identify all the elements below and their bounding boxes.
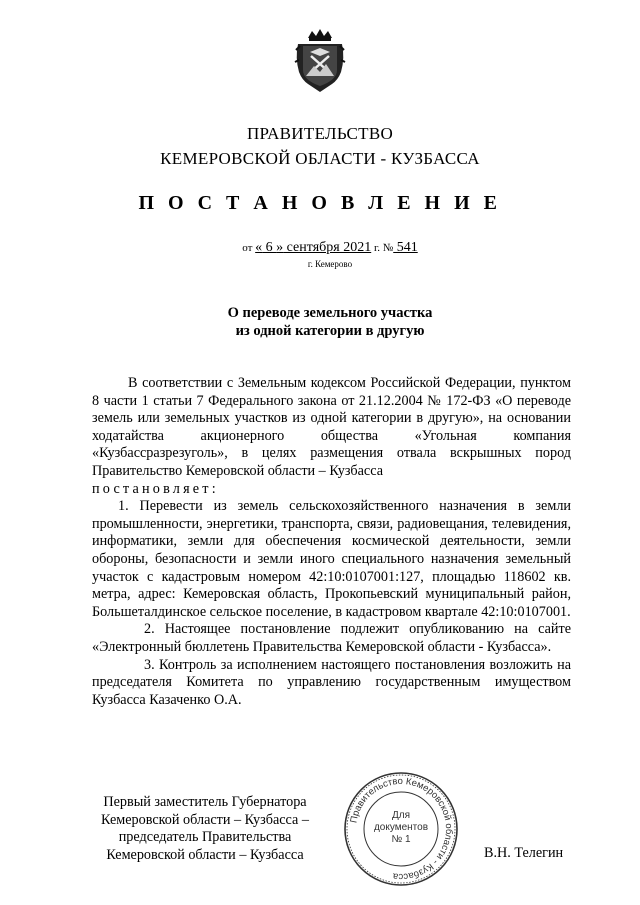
signatory-line-4: Кемеровской области – Кузбасса (106, 846, 304, 863)
signatory-position (82, 794, 328, 864)
document-number: 541 (393, 240, 418, 255)
date-year-suffix: г. (373, 242, 380, 254)
subject-line-2: из одной категории в другую (235, 323, 425, 339)
item-1-paragraph: 1. Перевести из земель сельскохозяйственного назначения в земли промышленности, энергетики, транспорта, связи, радиовещания, телевидения, информатики, земли для обеспечения космической деятельности, земли обороны, безопасности и земли иного специального назначения земельный участок с кадастровым номером 42:10:0107001:127, площадью 118602 кв. метра, адрес: Кемеровская область, Прокопьевский муниципальный район, Большеталдинское сельское поселение, в кадастровом квартале 42:10:0107001. (92, 498, 571, 620)
stamp-ring-text: Правительство Кемеровской области - Кузбасса (348, 775, 455, 883)
stamp-center-line-1: Для (391, 810, 411, 821)
date-prefix: от (242, 242, 253, 254)
item-3-paragraph: 3. Контроль за исполнением настоящего постановления возложить на председателя Комитета по управлению государственным имуществом Кузбасса Казаченко О.А. (92, 656, 571, 708)
date-open-quote: « (255, 240, 263, 255)
stamp-center-line-3: № 1 (391, 834, 411, 845)
item-2-paragraph: 2. Настоящее постановление подлежит опубликованию на сайте «Электронный бюллетень Правительства Кемеровской области - Кузбасса». (92, 621, 571, 655)
official-stamp (342, 770, 460, 888)
subject-line-1: О переводе земельного участка (227, 305, 433, 321)
document-type-title: П О С Т А Н О В Л Е Н И Е (138, 192, 502, 214)
document-city: г. Кемерово (307, 259, 353, 269)
date-number-line (0, 240, 640, 256)
date-day: 6 (262, 240, 277, 255)
signatory-line-3: председатель Правительства (118, 829, 292, 846)
stamp-center-line-2: документов (373, 822, 429, 833)
coat-of-arms-emblem (294, 28, 346, 94)
government-title: ПРАВИТЕЛЬСТВО (246, 124, 394, 143)
date-month-year: сентября 2021 (283, 240, 372, 255)
signatory-line-1: Первый заместитель Губернатора (103, 794, 307, 810)
date-close-quote: » (276, 240, 284, 255)
document-body (92, 375, 571, 709)
number-sign: № (382, 242, 394, 254)
signatory-name: В.Н. Телегин (484, 845, 564, 861)
decree-word: постановляет: (92, 480, 219, 497)
government-region: КЕМЕРОВСКОЙ ОБЛАСТИ - КУЗБАССА (160, 149, 480, 168)
signatory-line-2: Кемеровской области – Кузбасса – (101, 811, 309, 828)
intro-paragraph: В соответствии с Земельным кодексом Российской Федерации, пунктом 8 части 1 статьи 7 Федерального закона от 21.12.2004 № 172-ФЗ «О переводе земель или земельных участков из одной категории в другую», на основании ходатайства акционерного общества «Угольная компания «Кузбассразрезуголь», в целях размещения отвала вскрышных пород Правительство Кемеровской области – Кузбасса (92, 375, 571, 479)
